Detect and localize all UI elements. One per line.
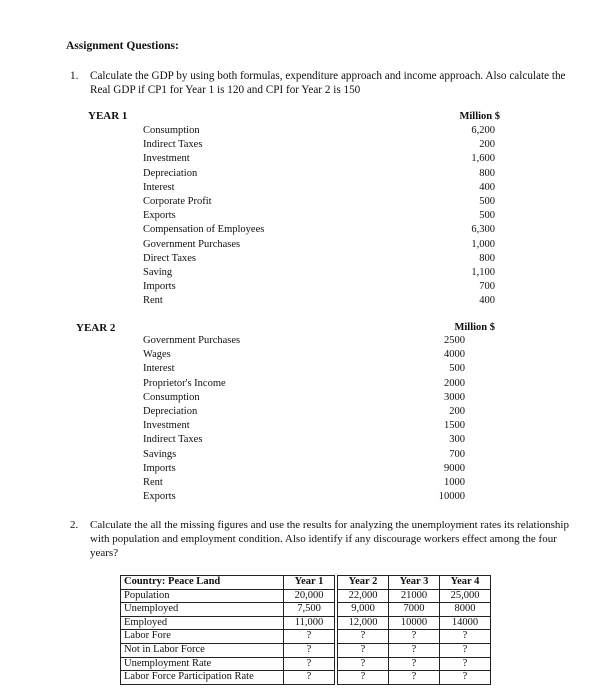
question-2-number: 2. (70, 519, 79, 531)
item-value: 300 (449, 434, 465, 446)
row-label: Unemployment Rate (121, 657, 284, 671)
item-name: Interest (143, 363, 175, 375)
list-item (143, 294, 495, 308)
question-1 (70, 69, 570, 97)
item-value: 3000 (444, 391, 465, 403)
list-item (143, 195, 495, 209)
list-item (143, 462, 465, 476)
item-value: 1,000 (471, 238, 495, 250)
item-value: 6,200 (471, 125, 495, 136)
table-cell: 11,000 (284, 616, 335, 630)
table-cell: 7,500 (284, 603, 335, 617)
table-cell: 25,000 (440, 589, 491, 603)
row-label: Unemployed (121, 603, 284, 617)
row-label: Labor Fore (121, 630, 284, 644)
item-name: Indirect Taxes (143, 139, 203, 151)
question-2 (70, 518, 570, 560)
table-cell: 10000 (389, 616, 440, 630)
item-name: Compensation of Employees (143, 224, 265, 236)
item-name: Government Purchases (143, 335, 241, 346)
item-name: Consumption (143, 125, 200, 136)
list-item (143, 476, 465, 490)
item-value: 4000 (444, 349, 465, 361)
table-cell: 20,000 (284, 589, 335, 603)
year-1-label: YEAR 1 (88, 110, 128, 122)
item-name: Rent (143, 295, 163, 307)
item-value: 400 (479, 295, 495, 307)
item-name: Proprietor's Income (143, 377, 226, 389)
list-item (143, 124, 495, 138)
list-item (143, 280, 495, 294)
list-item (143, 167, 495, 181)
item-name: Investment (143, 420, 190, 432)
table-header-year-3: Year 3 (389, 576, 440, 590)
year-2-unit: Million $ (454, 322, 495, 333)
item-name: Interest (143, 181, 175, 193)
question-2-text: Calculate the all the missing figures and use the results for analyzing the unemployment rates its relationship with population and employment condition. Also identify if any discourage workers effect among the four years? (90, 519, 569, 559)
row-label: Not in Labor Force (121, 643, 284, 657)
list-item (143, 152, 495, 166)
item-name: Government Purchases (143, 238, 241, 250)
table-cell: 22,000 (338, 589, 389, 603)
item-name: Depreciation (143, 167, 198, 179)
labor-table (120, 575, 491, 685)
item-value: 500 (479, 210, 495, 222)
table-cell: ? (284, 657, 335, 671)
table-cell: ? (440, 657, 491, 671)
row-label: Population (121, 589, 284, 603)
item-value: 800 (479, 167, 495, 179)
list-item (143, 405, 465, 419)
table-cell: 14000 (440, 616, 491, 630)
list-item (143, 181, 495, 195)
item-name: Consumption (143, 391, 200, 403)
table-cell: ? (338, 643, 389, 657)
item-value: 2000 (444, 377, 465, 389)
table-cell: ? (389, 657, 440, 671)
item-value: 500 (479, 195, 495, 207)
item-value: 2500 (444, 335, 465, 346)
table-cell: ? (338, 657, 389, 671)
item-name: Imports (143, 281, 176, 293)
row-label: Labor Force Participation Rate (121, 671, 284, 685)
item-value: 200 (449, 405, 465, 417)
list-item (143, 223, 495, 237)
item-name: Exports (143, 491, 176, 503)
year-2-label: YEAR 2 (76, 322, 116, 334)
table-row (121, 657, 491, 671)
item-name: Rent (143, 476, 163, 488)
list-item (143, 362, 465, 376)
item-value: 700 (449, 448, 465, 460)
item-name: Savings (143, 448, 177, 460)
list-item (143, 138, 495, 152)
table-cell: ? (338, 630, 389, 644)
item-name: Depreciation (143, 405, 198, 417)
table-header-year-2: Year 2 (338, 576, 389, 590)
item-value: 10000 (438, 491, 465, 503)
list-item (143, 419, 465, 433)
list-item (143, 252, 495, 266)
item-name: Wages (143, 349, 171, 361)
table-header-year-4: Year 4 (440, 576, 491, 590)
table-header-row (121, 576, 491, 590)
table-cell: 21000 (389, 589, 440, 603)
list-item (143, 348, 465, 362)
item-value: 200 (479, 139, 495, 151)
item-value: 1500 (444, 420, 465, 432)
list-item (143, 377, 465, 391)
item-value: 9000 (444, 462, 465, 474)
year-1-list (143, 124, 495, 308)
list-item (143, 448, 465, 462)
question-1-text: Calculate the GDP by using both formulas, expenditure approach and income approach. Also calculate the Real GDP if CP1 for Year 1 is 120 and CPI for Year 2 is 150 (90, 70, 566, 96)
table-cell: 7000 (389, 603, 440, 617)
table-cell: ? (440, 643, 491, 657)
table-row (121, 589, 491, 603)
table-cell: 12,000 (338, 616, 389, 630)
item-name: Corporate Profit (143, 195, 212, 207)
item-value: 1000 (444, 476, 465, 488)
year-2-list (143, 334, 465, 504)
table-cell: ? (389, 643, 440, 657)
list-item (143, 391, 465, 405)
table-cell: 8000 (440, 603, 491, 617)
table-cell: ? (389, 630, 440, 644)
table-header-year-1: Year 1 (284, 576, 335, 590)
table-cell: ? (284, 671, 335, 685)
row-label: Employed (121, 616, 284, 630)
item-value: 500 (449, 363, 465, 375)
item-name: Imports (143, 462, 176, 474)
list-item (143, 238, 495, 252)
item-value: 800 (479, 252, 495, 264)
table-row (121, 630, 491, 644)
table-header-country: Country: Peace Land (121, 576, 284, 590)
item-value: 6,300 (471, 224, 495, 236)
assignment-heading: Assignment Questions: (66, 40, 179, 52)
item-name: Direct Taxes (143, 252, 197, 264)
table-row (121, 616, 491, 630)
table-row (121, 643, 491, 657)
item-value: 1,100 (471, 266, 495, 278)
table-cell: ? (284, 643, 335, 657)
list-item (143, 266, 495, 280)
question-1-number: 1. (70, 70, 79, 82)
list-item (143, 490, 465, 504)
item-name: Indirect Taxes (143, 434, 203, 446)
item-name: Exports (143, 210, 176, 222)
table-cell: ? (440, 671, 491, 685)
list-item (143, 334, 465, 348)
year-1-unit: Million $ (459, 111, 500, 122)
table-cell: 9,000 (338, 603, 389, 617)
table-row (121, 603, 491, 617)
item-value: 400 (479, 181, 495, 193)
table-row (121, 671, 491, 685)
table-cell: ? (284, 630, 335, 644)
item-value: 1,600 (471, 153, 495, 165)
list-item (143, 209, 495, 223)
table-cell: ? (389, 671, 440, 685)
item-value: 700 (479, 281, 495, 293)
table-cell: ? (440, 630, 491, 644)
item-name: Investment (143, 153, 190, 165)
table-cell: ? (338, 671, 389, 685)
item-name: Saving (143, 266, 173, 278)
list-item (143, 433, 465, 447)
